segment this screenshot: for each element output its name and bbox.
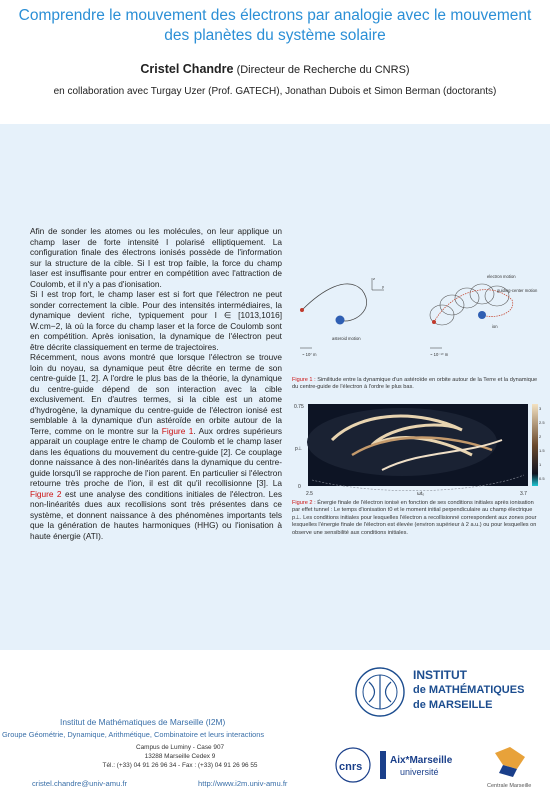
x-left-tick: 2.5 — [306, 491, 313, 497]
svg-text:université: université — [400, 767, 439, 777]
poster-title: Comprendre le mouvement des électrons par analogie avec le mouvement des planètes du système solaire — [18, 7, 532, 44]
institute-name: Institut de Mathématiques de Marseille (I2M) — [60, 717, 226, 727]
earth-icon — [336, 316, 345, 325]
author-role: (Directeur de Recherche du CNRS) — [236, 64, 410, 76]
i2m-logo-text: INSTITUT de MATHÉMATIQUES de MARSEILLE — [413, 668, 525, 711]
svg-text:Centrale Marseille: Centrale Marseille — [487, 783, 532, 789]
y-top-tick: 0.75 — [294, 404, 304, 410]
phone-line: Tél.: (+33) 04 91 26 96 34 - Fax : (+33) 04 91 26 96 55 — [102, 762, 258, 769]
guiding-center-label: guiding-center motion — [497, 288, 538, 293]
x-right-tick: 3.7 — [520, 491, 527, 497]
y-bottom-tick: 0 — [298, 484, 301, 490]
paragraph-2: Si I est trop fort, le champ laser est si fort que l'électron ne peut sonder correctement la cible. Pour des intensités intermédiaires, la dynamique devient riche, typiquement pour I ∈ [1013,1016] W.cm−2, là où la force du champ laser et la force de Coulomb sont en compétition. Après ionisation, la dynamique de l'électron peut être décrite classiquement en terme de trajectoires. — [30, 289, 282, 352]
partner-logos — [335, 743, 550, 791]
author-line — [10, 62, 540, 76]
body-text — [30, 226, 282, 541]
svg-text:2.5: 2.5 — [539, 420, 545, 425]
left-scale-label: ~ 10⁷ m — [302, 352, 317, 357]
figure2-caption: Figure 2 : Énergie finale de l'électron ionisé en fonction de ses conditions initiales après ionisation par effet tunnel : Le temps d'ionisation t0 et le moment initial perpendiculaire au champ électrique p⊥. Les conditions initiales pour lesquelles l'électron a recollisionné correspondent aux zones pour lesquelles l'énergie finale de l'électron est élevée (environ supérieur à 2 a.u.) ou pour lesquelles on observe une sensibilité aux conditions initiales. — [292, 500, 537, 536]
svg-text:z: z — [373, 276, 375, 281]
research-group: Groupe Géométrie, Dynamique, Arithmétique, Combinatoire et leurs interactions — [2, 730, 265, 739]
author-name: Cristel Chandre — [140, 62, 234, 76]
website-link[interactable]: http://www.i2m.univ-amu.fr — [198, 779, 288, 788]
svg-text:3: 3 — [539, 406, 542, 411]
figure1-link[interactable]: Figure 1 — [161, 425, 194, 436]
address-line-2: 13288 Marseille Cedex 9 — [144, 753, 216, 760]
electron-motion-label: electron motion — [487, 274, 516, 279]
svg-text:1.5: 1.5 — [539, 448, 545, 453]
svg-text:1: 1 — [539, 462, 542, 467]
y-axis-label: p⊥ — [295, 446, 303, 452]
right-scale-label: ~ 10⁻¹⁰ m — [430, 352, 449, 357]
figure2-heatmap — [292, 400, 546, 498]
ion-label: ion — [492, 324, 498, 329]
email-link[interactable]: cristel.chandre@univ-amu.fr — [32, 779, 128, 788]
asteroid-motion-label: asteroid motion — [332, 336, 361, 341]
figure2-link[interactable]: Figure 2 — [30, 488, 62, 499]
svg-text:cnrs: cnrs — [339, 761, 363, 773]
asteroid-panel — [300, 276, 384, 357]
collaboration-line: en collaboration avec Turgay Uzer (Prof. GATECH), Jonathan Dubois et Simon Berman (doctorants) — [53, 86, 497, 97]
centrale-logo-icon — [487, 747, 531, 789]
amu-logo-icon — [380, 751, 453, 779]
svg-text:2: 2 — [539, 434, 542, 439]
x-axis-label: ωt₀ — [417, 491, 425, 497]
paragraph-1: Afin de sonder les atomes ou les molécules, on leur applique un champ laser de forte intensité I polarisé elliptiquement. La configuration finale des électrons ionisés possède de l'information sur la structure de la cible. Si I est trop faible, la force du champ laser est insuffisante pour entrer en compétition avec l'attraction de Coulomb, et il n'y a pas d'ionisation. — [30, 226, 282, 289]
ion-icon — [478, 311, 486, 319]
svg-text:y: y — [382, 284, 384, 289]
electron-panel — [430, 274, 538, 357]
address-line-1: Campus de Luminy - Case 907 — [135, 744, 225, 751]
figure1-caption: Figure 1 : Similitude entre la dynamique d'un astéroïde en orbite autour de la Terre et la dynamique du centre-guide de l'électron à l'ordre le plus bas. — [292, 377, 538, 391]
figure1-diagram — [292, 270, 538, 374]
cnrs-logo-icon — [336, 748, 370, 782]
svg-text:Aix*Marseille: Aix*Marseille — [390, 755, 453, 766]
address-block — [60, 743, 300, 770]
svg-text:0.5: 0.5 — [539, 476, 545, 481]
paragraph-3: Récemment, nous avons montré que lorsque l'électron se trouve loin du noyau, sa dynamique peut être décrite en terme de son centre-guide [1, 2]. A l'ordre le plus bas de la théorie, la dynamique du centre-guide dépend de son interaction avec la cible exclusivement. En d'autres termes, si la cible est un atome d'hydrogène, la dynamique du centre-guide de l'électron ionisé est semblable à la dynamique d'un astéroïde en orbite autour de la Terre, comme on le montre sur la Figure 1. Aux ordres supérieurs apparait un couplage entre le champ de Coulomb et le champ laser dans les équations du mouvement du centre-guide [2]. Ce couplage donne naissance à des non-linéarités dans la dynamique du centre-guide lorsqu'il se rapproche de l'ion parent. En particulier si l'électron retourne très proche de l'ion, il est dit qu'il recollisionne [3]. La Figure 2 est une analyse des conditions initiales de l'électron. Les non-linéarités dues aux recollisions sont très présentes dans ce système, et donnent naissance à des phénomènes importants tels que la génération de hautes harmoniques (HHG) ou l'ionisation à haute énergie (ATI). — [30, 352, 282, 541]
